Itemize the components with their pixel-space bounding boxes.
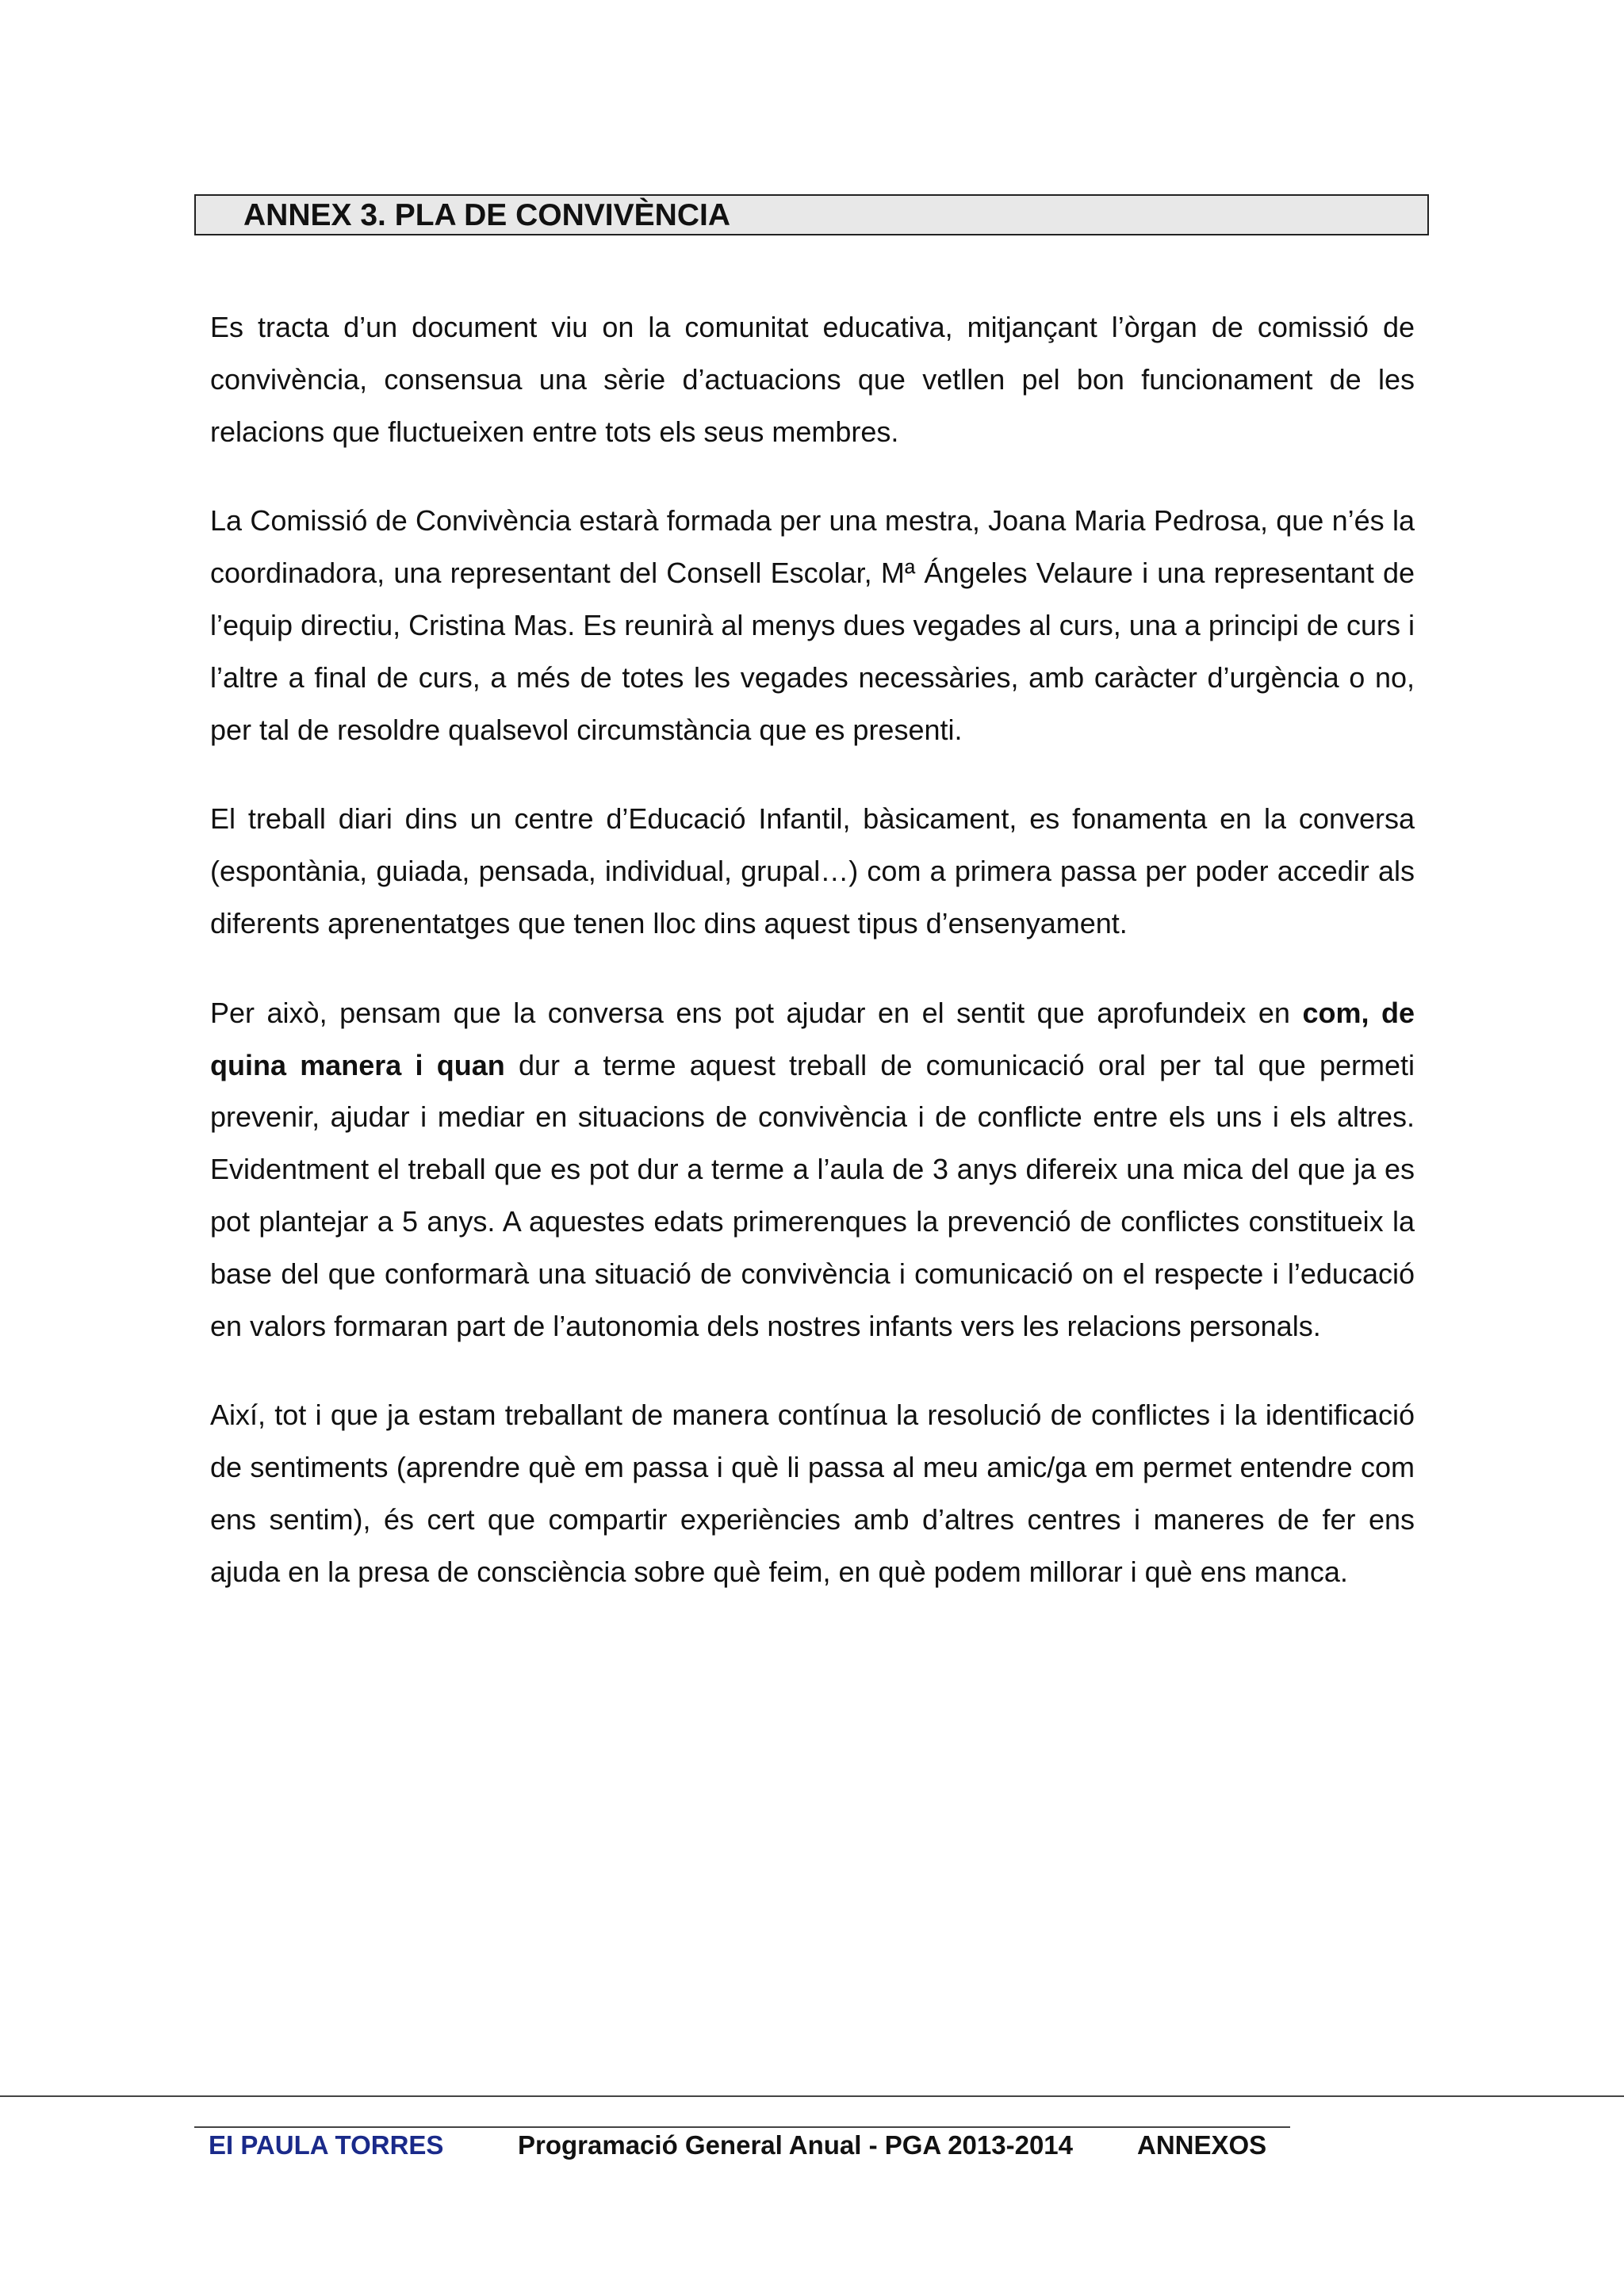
page-divider	[0, 2095, 1624, 2097]
paragraph-daily-work: El treball diari dins un centre d’Educació Infantil, bàsicament, es fonamenta en la conversa (espontània, guiada, pensada, individual, grupal…) com a primera passa per poder accedir als diferents aprenentatges que tenen lloc dins aquest tipus d’ensenyament.	[210, 802, 1415, 939]
annex-heading-box	[194, 194, 1429, 235]
annex-heading: ANNEX 3. PLA DE CONVIVÈNCIA	[243, 198, 730, 232]
paragraph-conversation-start: Per això, pensam que la conversa ens pot ajudar en el sentit que aprofundeix en	[210, 996, 1303, 1029]
document-body	[210, 301, 1415, 1636]
paragraph-conversation-emphasis: com, de quina manera i quan	[210, 996, 1415, 1081]
footer-section-label: ANNEXOS	[1137, 2130, 1267, 2160]
paragraph-conclusion: Així, tot i que ja estam treballant de manera contínua la resolució de conflictes i la identificació de sentiments (aprendre què em passa i què li passa al meu amic/ga em permet entendre com ens sentim), és cert que compartir experiències amb d’altres centres i maneres de fer ens ajuda en la presa de consciència sobre què feim, en què podem millorar i què ens manca.	[210, 1399, 1415, 1588]
footer-school-name: EI PAULA TORRES	[209, 2130, 444, 2160]
paragraph-conversation	[210, 987, 1415, 1353]
footer-divider	[194, 2126, 1290, 2128]
footer-document-title: Programació General Anual - PGA 2013-2014	[518, 2130, 1074, 2160]
paragraph-intro: Es tracta d’un document viu on la comunitat educativa, mitjançant l’òrgan de comissió de convivència, consensua una sèrie d’actuacions que vetllen pel bon funcionament de les relacions que fluctueixen entre tots els seus membres.	[210, 311, 1415, 448]
paragraph-conversation-end: dur a terme aquest treball de comunicació oral per tal que permeti prevenir, ajudar i mediar en situacions de convivència i de conflicte entre els uns i els altres. Evidentment el treball que es pot dur a terme a l’aula de 3 anys difereix una mica del que ja es pot plantejar a 5 anys. A aquestes edats primerenques la prevenció de conflictes constitueix la base del que conformarà una situació de convivència i comunicació on el respecte i l’educació en valors formaran part de l’autonomia dels nostres infants vers les relacions personals.	[210, 1048, 1415, 1342]
paragraph-commission: La Comissió de Convivència estarà formada per una mestra, Joana Maria Pedrosa, que n’és la coordinadora, una representant del Consell Escolar, Mª Ángeles Velaure i una representant de l’equip directiu, Cristina Mas. Es reunirà al menys dues vegades al curs, una a principi de curs i l’altre a final de curs, a més de totes les vegades necessàries, amb caràcter d’urgència o no, per tal de resoldre qualsevol circumstància que es presenti.	[210, 504, 1415, 746]
